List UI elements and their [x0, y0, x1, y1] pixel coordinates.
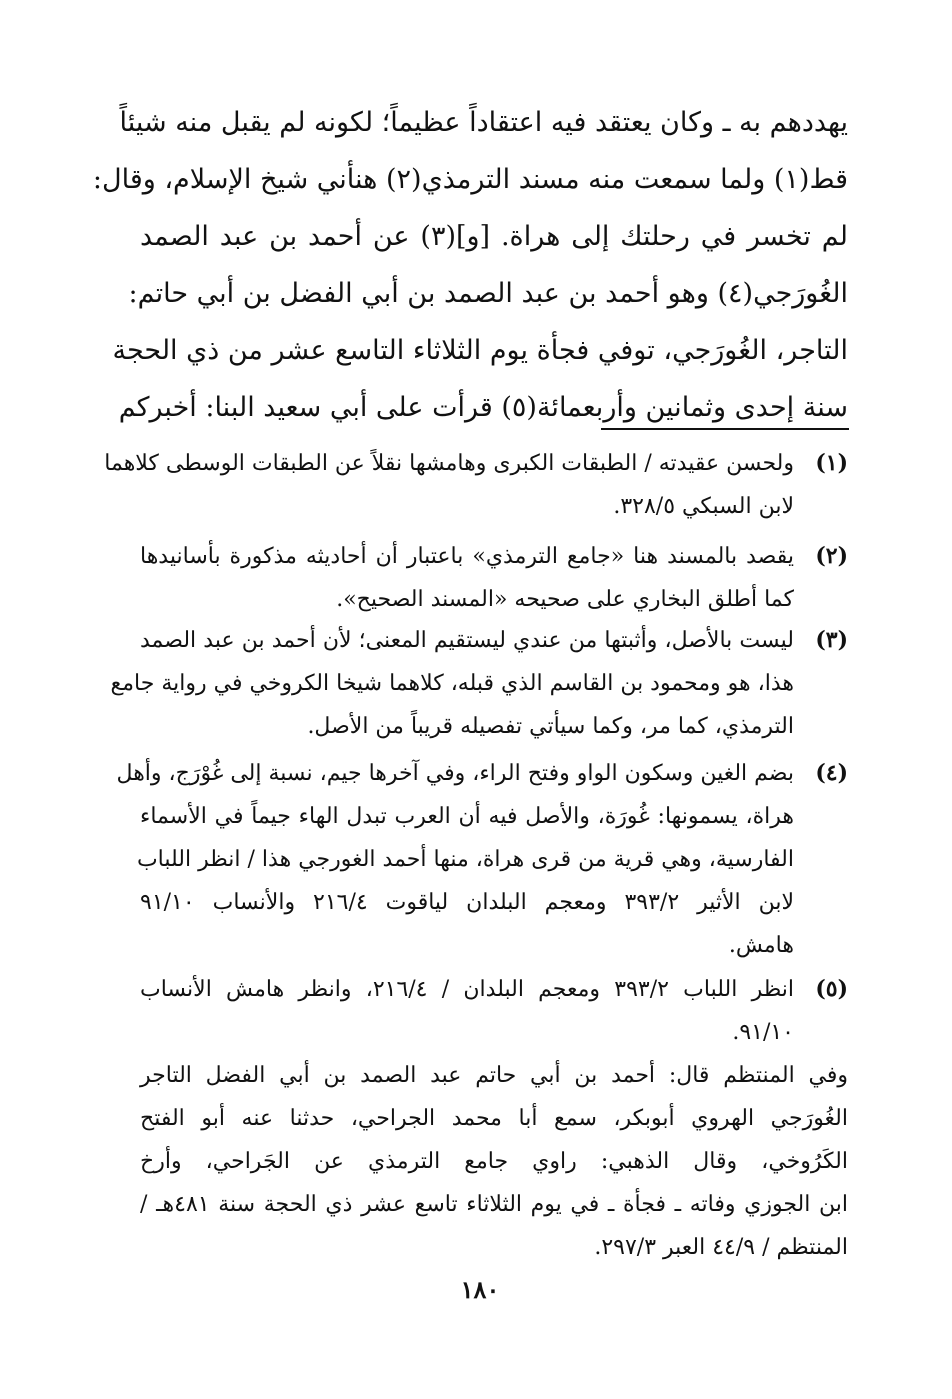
main-text-line: قط(١) ولما سمعت منه مسند الترمذي(٢) هنأني شيخ الإسلام، وقال: [92, 164, 848, 195]
footnote-line: ابن الجوزي وفاته ـ فجأة ـ في يوم الثلاثاء تاسع عشر ذي الحجة سنة ٤٨١هـ / [140, 1192, 849, 1217]
main-text-line: سنة إحدى وثمانين وأربعمائة(٥) قرأت على أبي سعيد البنا: أخبركم [118, 392, 848, 423]
footnote-line: الترمذي، كما مر، وكما سيأتي تفصيله قريباً من الأصل. [307, 714, 794, 739]
footnote-number: (٤) [815, 760, 848, 786]
footnote-4 [116, 752, 848, 967]
footnote-1 [104, 442, 848, 528]
footnote-line: هذا، هو ومحمود بن القاسم الذي قبله، كلاهما شيخا الكروخي في رواية جامع [110, 671, 794, 696]
footnote-line: هامش. [728, 933, 794, 958]
footnote-number: (٣) [815, 627, 848, 653]
footnote-3 [110, 619, 848, 748]
footnote-2 [140, 535, 848, 621]
main-text-line: الغُورَجي(٤) وهو أحمد بن عبد الصمد بن أبي الفضل بن أبي حاتم: [128, 278, 848, 309]
main-text [92, 94, 848, 436]
footnote-line: الغُورَجي الهروي أبوبكر، سمع أبا محمد الجراحي، حدثنا عنه أبو الفتح [140, 1106, 848, 1131]
footnote-line: لابن السبكي ٣٢٨/٥. [613, 494, 794, 519]
footnote-line: لابن الأثير ٣٩٣/٢ ومعجم البلدان لياقوت ٢١٦/٤ والأنساب ٩١/١٠ [140, 890, 794, 915]
footnote-line: الفارسية، وهي قرية من قرى هراة، منها أحمد الغورجي هذا / انظر اللباب [136, 847, 794, 872]
footnote-line: انظر اللباب ٣٩٣/٢ ومعجم البلدان / ٢١٦/٤، وانظر هامش الأنساب [140, 977, 794, 1002]
footnote-line: بضم الغين وسكون الواو وفتح الراء، وفي آخرها جيم، نسبة إلى غُوْرَج، وأهل [116, 761, 794, 786]
footnote-number: (٥) [815, 976, 848, 1002]
footnote-line: المنتظم / ٤٤/٩ العبر ٢٩٧/٣. [594, 1235, 848, 1260]
footnote-line: وفي المنتظم قال: أحمد بن أبي حاتم عبد الصمد بن أبي الفضل التاجر [140, 1063, 848, 1088]
main-text-line: لم تخسر في رحلتك إلى هراة. [و](٣) عن أحمد بن عبد الصمد [140, 221, 848, 252]
footnote-line: هراة، يسمونها: غُورَة، والأصل فيه أن العرب تبدل الهاء جيماً في الأسماء [140, 804, 794, 829]
footnote-5 [140, 968, 848, 1269]
footnote-number: (١) [815, 450, 848, 476]
footnote-line: ولحسن عقيدته / الطبقات الكبرى وهامشها نقلاً عن الطبقات الوسطى كلاهما [104, 451, 794, 476]
main-text-line: التاجر، الغُورَجي، توفي فجأة يوم الثلاثاء التاسع عشر من ذي الحجة [112, 335, 848, 366]
footnote-line: يقصد بالمسند هنا «جامع الترمذي» باعتبار أن أحاديثه مذكورة بأسانيدها [140, 544, 794, 569]
footnote-line: كما أطلق البخاري على صحيحه «المسند الصحيح». [336, 587, 794, 612]
footnote-line: ٩١/١٠. [732, 1020, 794, 1045]
page-number: ١٨٠ [460, 1275, 500, 1304]
footnote-separator [601, 428, 849, 430]
main-text-line: يهددهم به ـ وكان يعتقد فيه اعتقاداً عظيماً؛ لكونه لم يقبل منه شيئاً [119, 107, 848, 138]
footnote-number: (٢) [815, 543, 848, 569]
footnote-line: ليست بالأصل، وأثبتها من عندي ليستقيم المعنى؛ لأن أحمد بن عبد الصمد [140, 628, 794, 653]
footnote-line: الكَرُوخي، وقال الذهبي: راوي جامع الترمذي عن الجَراحي، وأرخ [140, 1149, 848, 1174]
